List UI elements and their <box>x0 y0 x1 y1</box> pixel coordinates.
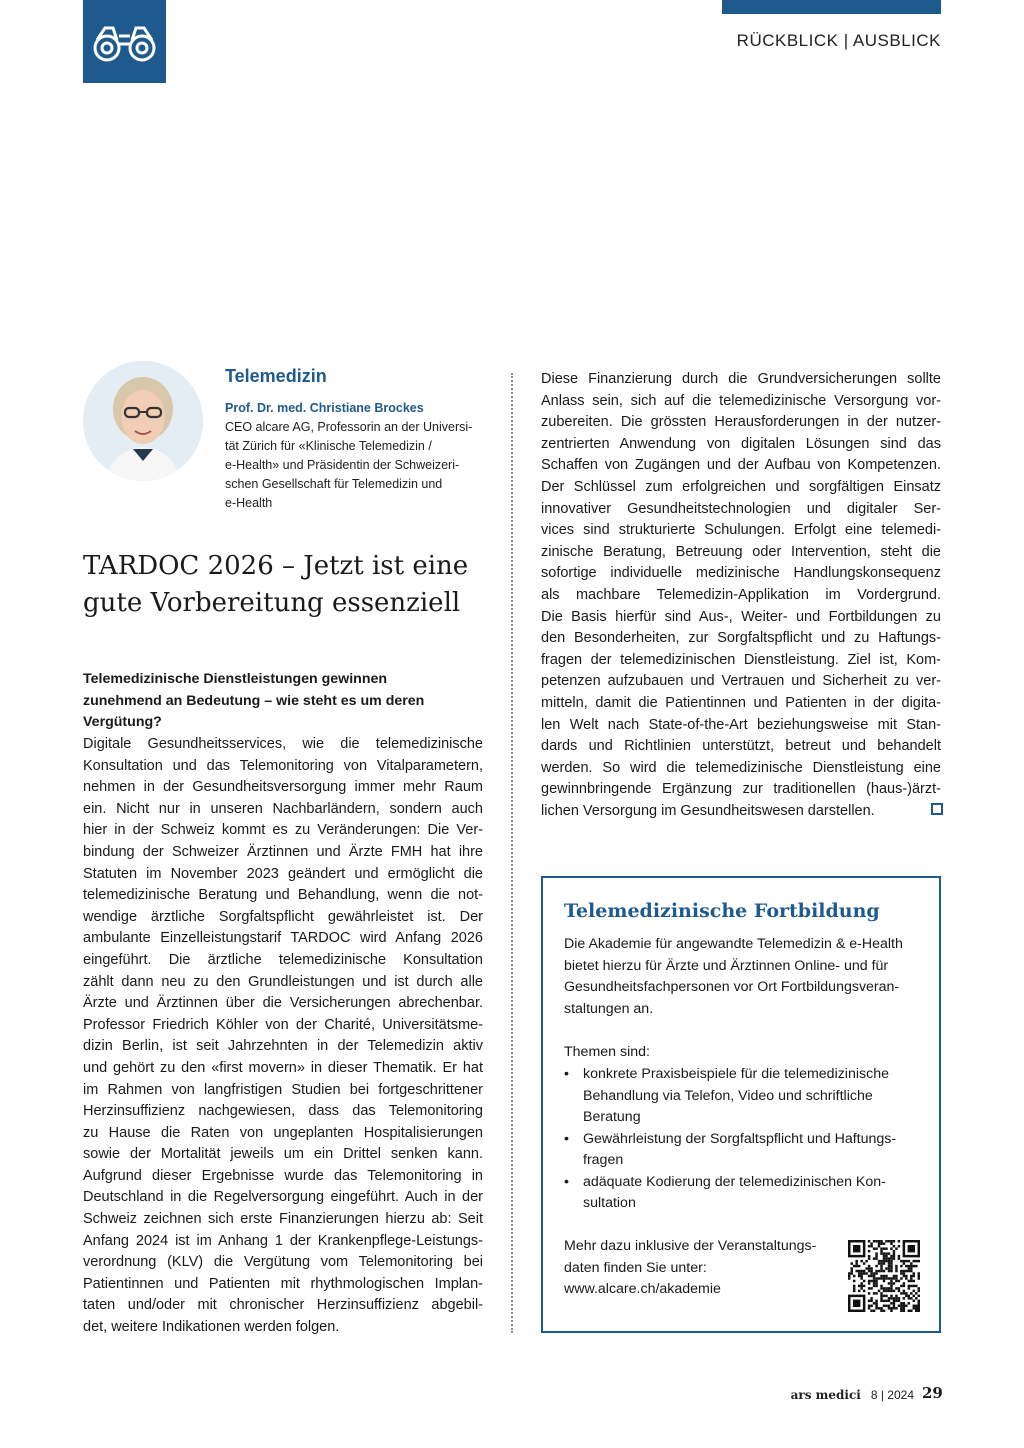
section-label: RÜCKBLICK | AUSBLICK <box>736 31 941 50</box>
headline-line: gute Vorbereitung essenziell <box>83 588 461 618</box>
article-lead <box>83 669 483 734</box>
journal-name: ars medici <box>790 1388 861 1402</box>
bullet-marker: • <box>564 1130 569 1147</box>
author-block <box>225 366 487 513</box>
infobox-topics-label: Themen sind: <box>564 1044 650 1060</box>
author-photo <box>83 361 203 481</box>
article-body-right <box>541 369 941 822</box>
body-text-line: lichen Versorgung im Gesundheitswesen darstellen. <box>541 802 875 819</box>
body-text-line: Schaffen von Zugängen und der Aufbau von Kompetenzen. <box>541 457 941 474</box>
page-number: 29 <box>922 1384 943 1402</box>
bullet-item-line: Behandlung via Telefon, Video und schriftliche <box>583 1087 873 1104</box>
bullet-item-line: Beratung <box>583 1109 641 1125</box>
infobox-intro-line: staltungen an. <box>564 1000 654 1017</box>
body-text-line: bindung der Schweizer Ärztinnen und Ärzte FMH hat ihre <box>83 843 483 860</box>
body-text-line: Herzinsuffizienz nachgewiesen, dass das Telemonitoring <box>83 1103 483 1120</box>
body-text-line: len Welt nach State-of-the-Art beziehungsweise mit Stan- <box>541 716 941 733</box>
infobox-title: Telemedizinische Fortbildung <box>564 900 880 922</box>
body-text-line: Professor Friedrich Köhler von der Charité, Universitätsme- <box>83 1016 483 1033</box>
footer-journal <box>791 1388 914 1402</box>
body-text-line: nehmen in der Gesundheitsversorgung immer mehr Raum <box>83 779 483 796</box>
body-text-line: sofortige individuelle medizinische Handlungskonsequenz <box>541 565 941 582</box>
topic-heading: Telemedizin <box>225 366 327 386</box>
body-text-line: Diese Finanzierung durch die Grundversicherungen sollte <box>541 371 941 387</box>
column-divider <box>511 373 513 1333</box>
infobox-more-line: daten finden Sie unter: <box>564 1259 707 1276</box>
body-text-line: mitteln, damit die Patientinnen und Patienten in der digita- <box>541 694 941 711</box>
body-text-line: Schweiz zeichnen sich erste Finanzierungen hierzu ab: Seit <box>83 1211 483 1228</box>
article-body-left <box>83 734 483 1339</box>
training-infobox <box>541 876 941 1333</box>
body-text-line: den Besonderheiten, zur Sorgfaltspflicht und zu Haftungs- <box>541 630 941 647</box>
headline-line: TARDOC 2026 – Jetzt ist eine <box>83 551 469 581</box>
body-text-line: und gehört zu den «first movern» in dieser Thematik. Er hat <box>83 1059 483 1076</box>
infobox-intro-line: bietet hierzu für Ärzte und Ärztinnen Online- und für <box>564 957 889 974</box>
lead-line: zunehmend an Bedeutung – wie steht es um deren <box>83 692 425 709</box>
body-text-line: dards und Richtlinien unterstützt, betreut und behandelt <box>541 738 941 755</box>
bullet-item-line: fragen <box>583 1152 624 1168</box>
infobox-intro-line: Gesundheitsfachpersonen vor Ort Fortbildungsveran- <box>564 979 900 995</box>
body-text-line: im Rahmen von langfristigen Studien bei fortgeschrittener <box>83 1081 483 1098</box>
body-text-line: Aufgrund dieser Ergebnisse wurde das Telemonitoring in <box>83 1167 483 1184</box>
bullet-item-line: adäquate Kodierung der telemedizinischen Kon- <box>583 1173 886 1190</box>
author-bio-line: tät Zürich für «Klinische Telemedizin / <box>225 439 432 453</box>
article-end-mark <box>931 803 943 815</box>
author-bio-line: e-Health» und Präsidentin der Schweizeri- <box>225 458 460 472</box>
infobox-more-line: Mehr dazu inklusive der Veranstaltungs- <box>564 1238 817 1254</box>
binoculars-icon-box <box>83 0 166 83</box>
body-text-line: Konsultation und das Telemonitoring von Vitalparametern, <box>83 757 483 774</box>
body-text-line: Anfang 2024 ist im Anhang 1 der Krankenpflege-Leistungs- <box>83 1232 483 1249</box>
infobox-url[interactable]: www.alcare.ch/akademie <box>564 1281 721 1297</box>
body-text-line: eingeführt. Die ärztliche telemedizinische Konsultation <box>83 951 483 968</box>
author-bio-line: CEO alcare AG, Professorin an der Universi- <box>225 420 473 434</box>
body-text-line: verordnung (KLV) die Vergütung vom Telemonitoring bei <box>83 1254 483 1271</box>
body-text-line: zentrierten Anwendung von digitalen Lösungen sind das <box>541 435 941 452</box>
bullet-item-line: sultation <box>583 1195 636 1211</box>
body-text-line: wendige ärztliche Sorgfaltspflicht gewährleistet ist. Der <box>83 908 483 925</box>
infobox-intro-line: Die Akademie für angewandte Telemedizin & e-Health <box>564 936 903 952</box>
body-text-line: innovativer Gesundheitstechnologien und digitaler Ser- <box>541 500 941 517</box>
lead-line: Telemedizinische Dienstleistungen gewinnen <box>83 671 388 687</box>
body-text-line: dizin Berlin, ist seit Jahrzehnten in der Telemedizin aktiv <box>83 1038 483 1055</box>
bullet-item-line: konkrete Praxisbeispiele für die telemedizinische <box>583 1066 889 1082</box>
body-text-line: telemedizinische Beratung und Behandlung, wenn die not- <box>83 887 483 904</box>
body-text-line: gewinnbringende Ergänzung zur traditionellen (haus-)ärzt- <box>541 781 941 798</box>
body-text-line: petenzen aufzubauen und Vertrauen und Sicherheit zu ver- <box>541 673 941 690</box>
body-text-line: vices sind strukturierte Schulungen. Erfolgt eine telemedi- <box>541 522 941 539</box>
author-name: Prof. Dr. med. Christiane Brockes <box>225 401 424 415</box>
body-text-line: det, weitere Indikationen werden folgen. <box>83 1319 340 1336</box>
body-text-line: hier in der Schweiz kommt es zu Veränderungen: Die Ver- <box>83 822 483 839</box>
body-text-line: als machbare Telemedizin-Applikation im Vordergrund. <box>541 586 941 603</box>
body-text-line: Statuten im November 2023 geändert und ermöglicht die <box>83 865 483 882</box>
body-text-line: ambulante Einzelleistungstarif TARDOC wird Anfang 2026 <box>83 930 483 947</box>
article-headline <box>83 548 503 622</box>
body-text-line: ein. Nicht nur in unseren Nachbarländern, sondern auch <box>83 800 483 817</box>
qr-code-icon[interactable] <box>848 1240 920 1312</box>
body-text-line: sowie der Mortalität jeweils um ein Drittel senken kann. <box>83 1146 483 1163</box>
body-text-line: Digitale Gesundheitsservices, wie die telemedizinische <box>83 736 483 752</box>
body-text-line: Ärzte und Ärztinnen über die Versicherungen abrechenbar. <box>83 995 483 1012</box>
bullet-item-line: Gewährleistung der Sorgfaltspflicht und Haftungs- <box>583 1130 897 1147</box>
body-text-line: Patientinnen und Patienten mit rhythmologischen Implan- <box>83 1275 483 1292</box>
body-text-line: zinische Beratung, Betreuung oder Intervention, steht die <box>541 543 941 560</box>
body-text-line: Anlass sein, sich auf die telemedizinische Versorgung vor- <box>541 392 941 409</box>
header-accent-bar <box>722 0 941 14</box>
binoculars-icon <box>83 0 166 83</box>
body-text-line: fragen der telemedizinischen Dienstleistung. Ziel ist, Kom- <box>541 651 941 668</box>
body-text-line: werden. So wird die telemedizinische Dienstleistung eine <box>541 759 941 776</box>
author-bio-line: e-Health <box>225 496 273 510</box>
body-text-line: Der Schlüssel zum erfolgreichen und sorgfältigen Einsatz <box>541 478 941 495</box>
body-text-line: zubereiten. Die grössten Herausforderungen in der nutzer- <box>541 414 941 431</box>
author-bio-line: schen Gesellschaft für Telemedizin und <box>225 477 443 491</box>
journal-issue: 8 | 2024 <box>870 1388 914 1402</box>
body-text-line: taten und/oder mit chronischer Herzinsuffizienz abgebil- <box>83 1297 483 1314</box>
body-text-line: Deutschland in die Regelversorgung eingeführt. Auch in der <box>83 1189 483 1206</box>
body-text-line: zu Hause die Raten von ungeplanten Hospitalisierungen <box>83 1124 483 1141</box>
body-text-line: Die Basis hierfür sind Aus-, Weiter- und Fortbildungen zu <box>541 608 941 625</box>
lead-line: Vergütung? <box>83 714 162 730</box>
author-bio <box>225 418 487 513</box>
body-text-line: zählt dann neu zu den Grundleistungen und ist durch alle <box>83 973 483 990</box>
bullet-marker: • <box>564 1066 569 1082</box>
bullet-marker: • <box>564 1173 569 1190</box>
